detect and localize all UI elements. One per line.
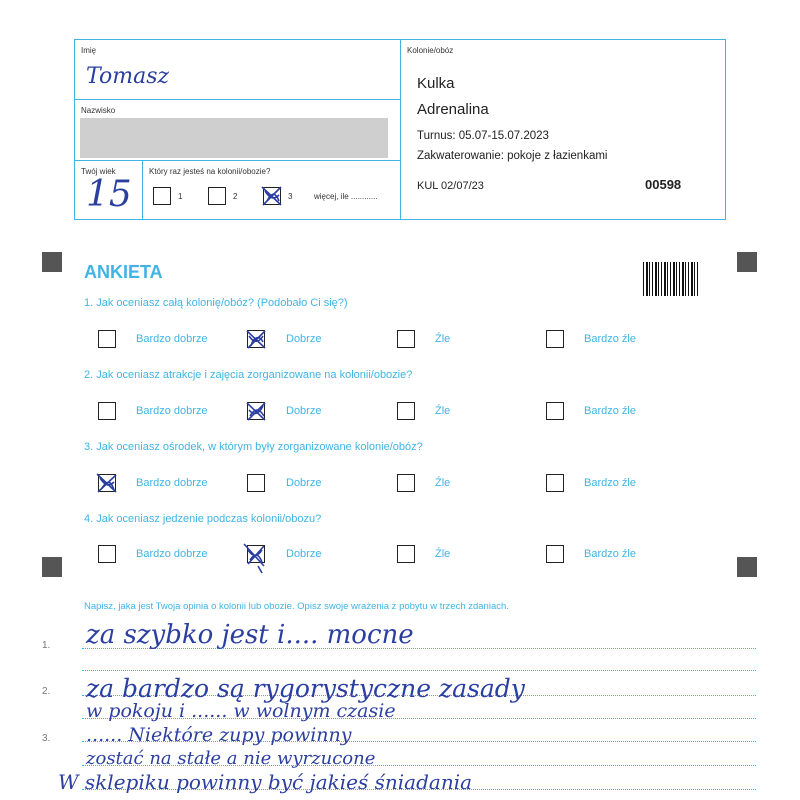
surname-redacted — [80, 118, 388, 158]
q1-check-mark — [243, 326, 269, 352]
q3-option-dobrze: Dobrze — [286, 477, 322, 489]
registration-marker-top-left — [42, 252, 62, 272]
q3-option-bardzo-dobrze: Bardzo dobrze — [136, 477, 208, 489]
handwritten-line-2[interactable]: za bardzo są rygorystyczne zasady — [86, 674, 525, 703]
q3-checkbox-zle[interactable] — [397, 474, 415, 492]
survey-title: ANKIETA — [84, 262, 163, 282]
age-label: Twój wiek — [81, 167, 116, 176]
opinion-prompt: Napisz, jaka jest Twoja opinia o kolonii lub obozie. Opisz swoje wrażenia z pobytu w trzech zdaniach. — [84, 601, 509, 612]
name-value[interactable]: Tomasz — [86, 64, 170, 89]
line-number-1: 1. — [42, 640, 51, 651]
camp-name: Kulka — [417, 75, 455, 92]
camp-subtitle: Adrenalina — [417, 101, 489, 118]
q2-checkbox-bardzo-zle[interactable] — [546, 402, 564, 420]
q4-checkbox-bardzo-zle[interactable] — [546, 545, 564, 563]
q4-option-dobrze: Dobrze — [286, 548, 322, 560]
times-more-label: więcej, ile ............ — [314, 192, 378, 201]
q2-option-zle: Źle — [435, 405, 451, 417]
surname-label: Nazwisko — [81, 106, 116, 115]
q2-check-mark — [243, 398, 269, 424]
times-label: Który raz jesteś na kolonii/obozie? — [149, 167, 271, 176]
q4-checkbox-bardzo-dobrze[interactable] — [98, 545, 116, 563]
header-divider-1 — [74, 99, 401, 100]
q2-option-bardzo-zle: Bardzo źle — [584, 405, 636, 417]
question-3-text: 3. Jak oceniasz ośrodek, w którym były zorganizowane kolonie/obóz? — [84, 441, 423, 453]
q2-checkbox-bardzo-dobrze[interactable] — [98, 402, 116, 420]
name-label: Imię — [81, 46, 97, 55]
times-check-mark-3 — [259, 183, 285, 209]
q1-option-dobrze: Dobrze — [286, 333, 322, 345]
q1-option-zle: Źle — [435, 333, 451, 345]
header-divider-vertical — [400, 39, 401, 220]
form-number: 00598 — [645, 177, 682, 192]
question-2-text: 2. Jak oceniasz atrakcje i zajęcia zorganizowane na kolonii/obozie? — [84, 369, 413, 381]
q1-option-bardzo-zle: Bardzo źle — [584, 333, 636, 345]
registration-marker-bottom-right — [737, 557, 757, 577]
question-4-text: 4. Jak oceniasz jedzenie podczas kolonii/obozu? — [84, 513, 322, 525]
q1-checkbox-bardzo-dobrze[interactable] — [98, 330, 116, 348]
camp-code: KUL 02/07/23 — [417, 180, 484, 192]
q1-checkbox-bardzo-zle[interactable] — [546, 330, 564, 348]
q2-option-dobrze: Dobrze — [286, 405, 322, 417]
barcode-icon — [643, 262, 699, 296]
q3-option-bardzo-zle: Bardzo źle — [584, 477, 636, 489]
q3-checkbox-dobrze[interactable] — [247, 474, 265, 492]
registration-marker-bottom-left — [42, 557, 62, 577]
age-divider — [142, 160, 143, 220]
times-option-3: 3 — [288, 192, 293, 201]
question-1-text: 1. Jak oceniasz całą kolonię/obóz? (Podobało Ci się?) — [84, 297, 348, 309]
q3-checkbox-bardzo-zle[interactable] — [546, 474, 564, 492]
header-divider-2 — [74, 160, 401, 161]
answer-line-1b — [82, 670, 756, 671]
age-value[interactable]: 15 — [86, 174, 132, 215]
q4-option-bardzo-dobrze: Bardzo dobrze — [136, 548, 208, 560]
q1-checkbox-zle[interactable] — [397, 330, 415, 348]
times-option-1: 1 — [178, 192, 183, 201]
line-number-2: 2. — [42, 686, 51, 697]
accommodation-text: Zakwaterowanie: pokoje z łazienkami — [417, 150, 608, 162]
q4-option-bardzo-zle: Bardzo źle — [584, 548, 636, 560]
turnus-text: Turnus: 05.07-15.07.2023 — [417, 130, 549, 142]
q1-option-bardzo-dobrze: Bardzo dobrze — [136, 333, 208, 345]
times-checkbox-2[interactable] — [208, 187, 226, 205]
handwritten-line-6[interactable]: W sklepiku powinny być jakieś śniadania — [58, 770, 473, 794]
line-number-3: 3. — [42, 733, 51, 744]
times-checkbox-1[interactable] — [153, 187, 171, 205]
q4-option-zle: Źle — [435, 548, 451, 560]
q3-check-mark — [94, 470, 120, 496]
handwritten-line-4[interactable]: ...... Niektóre zupy powinny — [86, 724, 352, 746]
q4-checkbox-zle[interactable] — [397, 545, 415, 563]
handwritten-line-1[interactable]: za szybko jest i.... mocne — [86, 620, 414, 650]
q3-option-zle: Źle — [435, 477, 451, 489]
times-option-2: 2 — [233, 192, 238, 201]
registration-marker-top-right — [737, 252, 757, 272]
handwritten-line-3[interactable]: w pokoju i ...... w wolnym czasie — [86, 700, 396, 722]
handwritten-line-5[interactable]: zostać na stałe a nie wyrzucone — [86, 748, 376, 769]
q2-checkbox-zle[interactable] — [397, 402, 415, 420]
camp-label: Kolonie/obóz — [407, 46, 454, 55]
q4-check-mark — [240, 540, 270, 574]
q2-option-bardzo-dobrze: Bardzo dobrze — [136, 405, 208, 417]
